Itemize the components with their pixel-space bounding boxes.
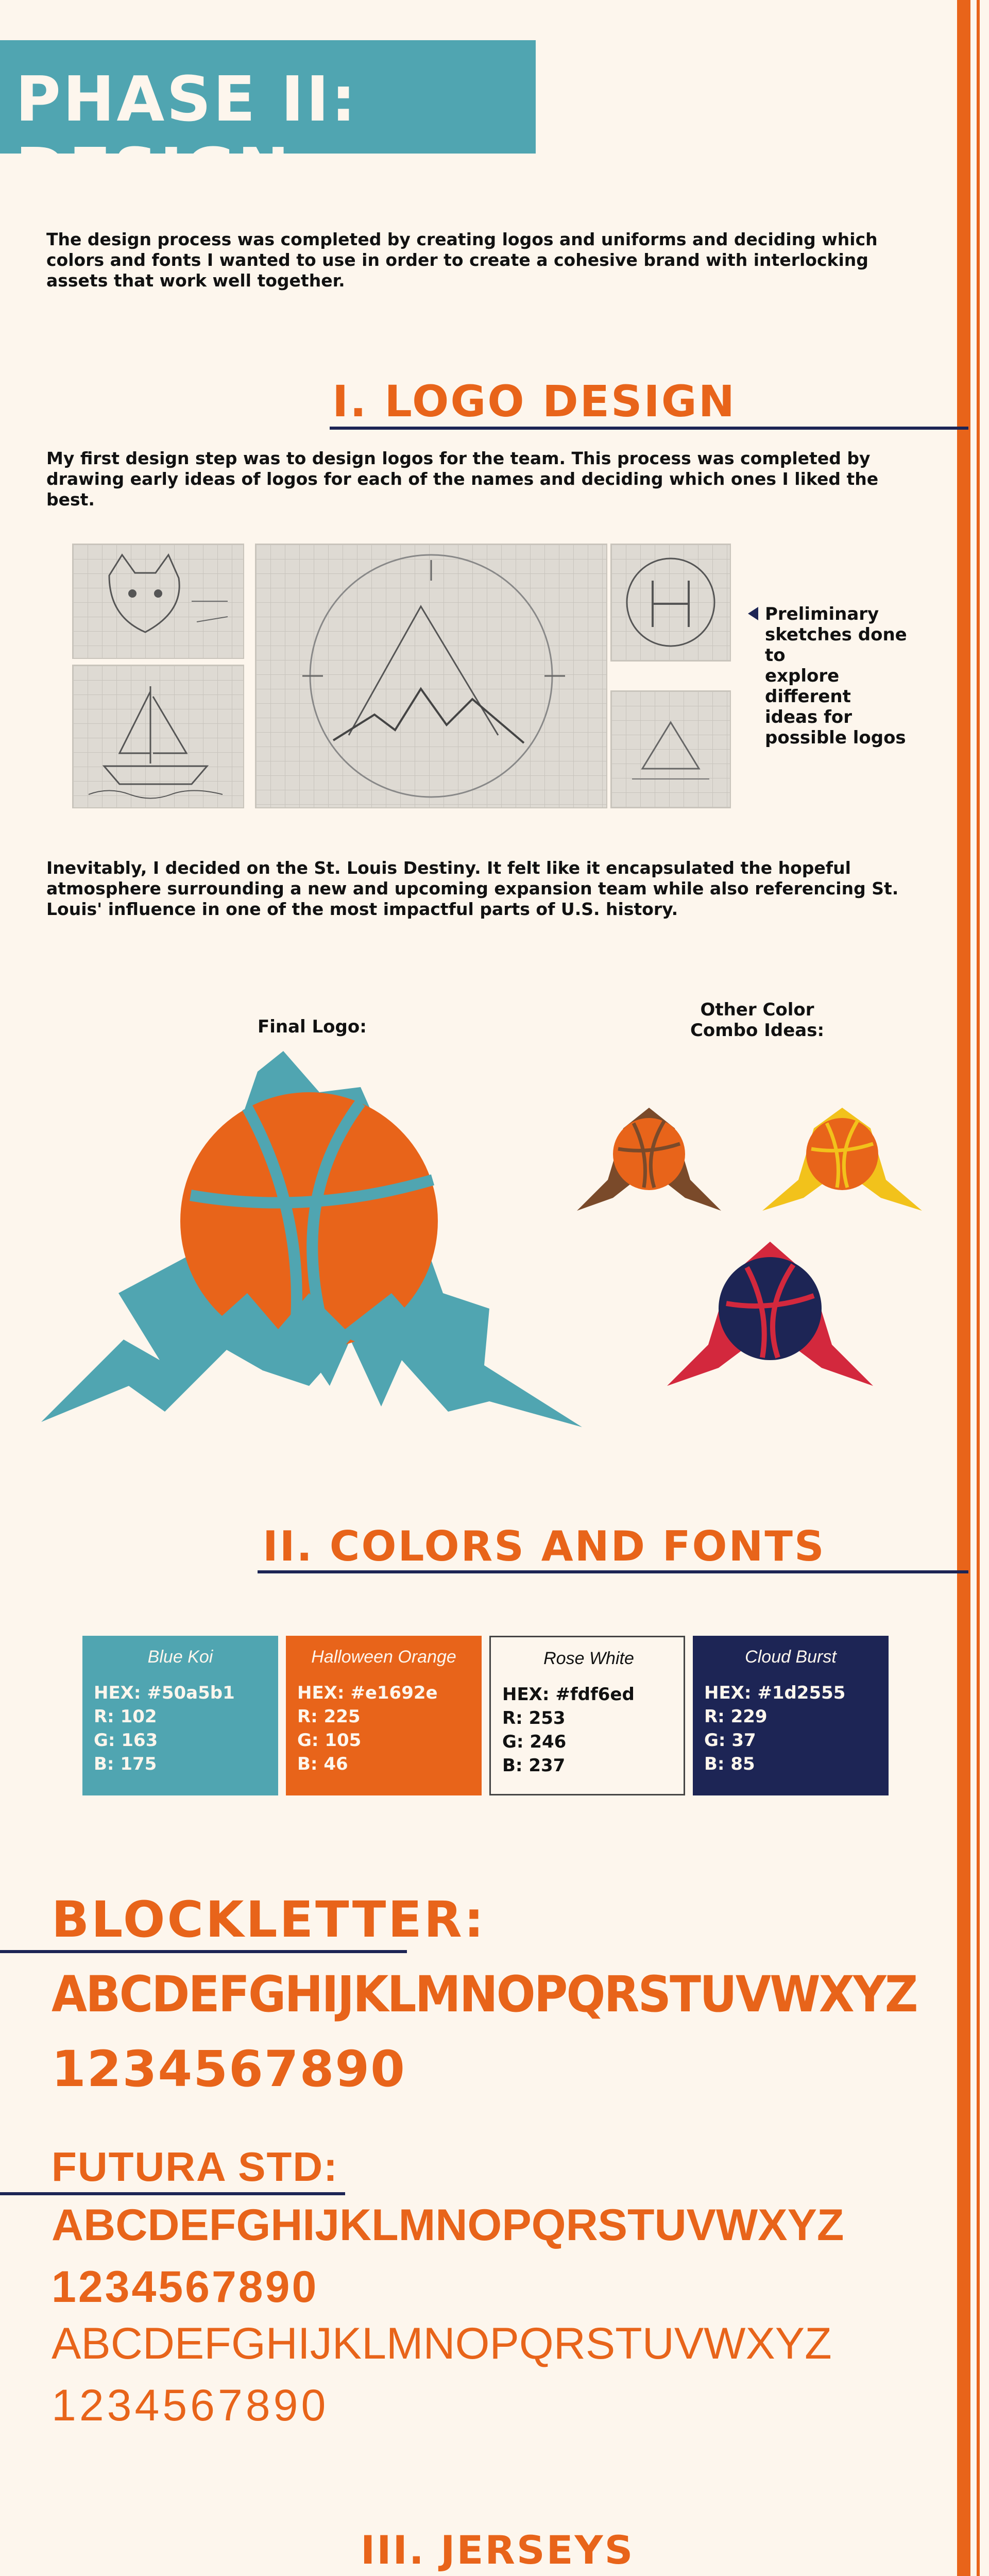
jerseys-heading: III. JERSEYS: [361, 2527, 635, 2573]
colors-fonts-heading: II. COLORS AND FONTS: [263, 1522, 826, 1570]
swatch-name: Blue Koi: [147, 1647, 213, 1667]
swatch-cloud-burst: [693, 1636, 889, 1795]
logo-design-heading: I. LOGO DESIGN: [332, 376, 737, 427]
small-sketch-icon: [611, 691, 730, 807]
page-title: PHASE II: DESIGN: [15, 64, 358, 207]
swatch-r: R: 229: [704, 1706, 768, 1727]
section-rule: [258, 1570, 968, 1573]
futura-title: FUTURA STD:: [52, 2144, 338, 2190]
sketch-small-logo: [610, 690, 731, 808]
decision-paragraph: [46, 858, 943, 920]
swatch-hex: HEX: #fdf6ed: [502, 1684, 635, 1705]
swatch-values: [297, 1681, 438, 1776]
swatch-hex: HEX: #e1692e: [297, 1683, 438, 1703]
decision-line: atmosphere surrounding a new and upcoming expansion team while also referencing St.: [46, 878, 899, 899]
swatch-r: R: 225: [297, 1706, 361, 1727]
intro-line: The design process was completed by creating logos and uniforms and deciding which: [46, 229, 878, 249]
blockletter-alphabet: ABCDEFGHIJKLMNOPQRSTUVWXYZ: [52, 1965, 917, 2023]
swatch-name: Rose White: [543, 1649, 634, 1668]
logo-intro-line: My first design step was to design logos for the team. This process was completed by: [46, 448, 871, 468]
sketch-caption: [765, 604, 919, 748]
swatch-name: Halloween Orange: [311, 1647, 456, 1667]
right-decorative-stripe: [932, 0, 989, 2576]
swatch-rose-white: [489, 1636, 685, 1795]
intro-line: colors and fonts I wanted to use in order to create a cohesive brand with interlocking: [46, 250, 868, 270]
swatch-g: G: 163: [94, 1730, 158, 1751]
sketch-mountain-logo: [255, 544, 607, 808]
blockletter-numbers: 1234567890: [52, 2040, 406, 2098]
swatch-values: [94, 1681, 235, 1776]
futura-rule: [0, 2192, 345, 2195]
caption-line: possible logos: [765, 727, 906, 748]
sketch-monogram-logo: [610, 544, 731, 662]
sketch-cat-logo: [72, 544, 244, 659]
other-combo-line: Combo Ideas:: [690, 1020, 825, 1041]
sketch-ship-logo: [72, 665, 244, 808]
swatch-name: Cloud Burst: [745, 1647, 837, 1667]
swatch-g: G: 37: [704, 1730, 756, 1751]
final-logo-label: Final Logo:: [258, 1016, 367, 1037]
section-rule: [330, 427, 968, 430]
other-combo-label: [664, 999, 850, 1041]
monogram-sketch-icon: [611, 545, 730, 660]
alt-logo-yellow: [757, 1097, 927, 1221]
futura-alphabet-light: ABCDEFGHIJKLMNOPQRSTUVWXYZ: [52, 2319, 832, 2368]
swatch-g: G: 105: [297, 1730, 362, 1751]
alt-logo-navy-red: [662, 1231, 878, 1396]
intro-paragraph: [46, 229, 922, 291]
swatch-values: [502, 1683, 635, 1777]
other-combo-line: Other Color: [700, 999, 814, 1020]
caption-line: ideas for: [765, 707, 852, 727]
alt-logo-brown: [572, 1097, 726, 1221]
swatch-b: B: 46: [297, 1754, 348, 1774]
blockletter-title: BLOCKLETTER:: [52, 1891, 486, 1948]
mountain-sketch-icon: [256, 545, 606, 807]
swatch-r: R: 102: [94, 1706, 157, 1727]
swatch-values: [704, 1681, 845, 1776]
swatch-b: B: 175: [94, 1754, 157, 1774]
stripe-band-thin: [977, 0, 980, 2576]
stripe-band: [957, 0, 970, 2576]
ship-sketch-icon: [73, 666, 243, 807]
futura-numbers-light: 1234567890: [52, 2381, 329, 2430]
swatch-halloween-orange: [286, 1636, 482, 1795]
caption-line: Preliminary: [765, 604, 879, 624]
swatch-r: R: 253: [502, 1708, 566, 1728]
caret-left-icon: [748, 607, 759, 620]
swatch-hex: HEX: #50a5b1: [94, 1683, 235, 1703]
cat-sketch-icon: [73, 545, 243, 658]
caption-line: explore different: [765, 666, 851, 707]
swatch-b: B: 85: [704, 1754, 755, 1774]
swatch-g: G: 246: [502, 1732, 567, 1752]
decision-line: Inevitably, I decided on the St. Louis Destiny. It felt like it encapsulated the hopeful: [46, 858, 851, 878]
swatch-blue-koi: [82, 1636, 278, 1795]
futura-numbers-bold: 1234567890: [52, 2262, 319, 2312]
logo-intro-line: drawing early ideas of logos for each of the names and deciding which ones I liked the: [46, 469, 879, 489]
blockletter-rule: [0, 1950, 407, 1953]
futura-alphabet-bold: ABCDEFGHIJKLMNOPQRSTUVWXYZ: [52, 2200, 844, 2250]
decision-line: Louis' influence in one of the most impactful parts of U.S. history.: [46, 899, 678, 919]
swatch-b: B: 237: [502, 1755, 566, 1776]
caption-line: sketches done to: [765, 624, 907, 666]
logo-intro-paragraph: [46, 448, 932, 510]
final-logo-mark: [41, 1051, 582, 1443]
intro-line: assets that work well together.: [46, 270, 345, 291]
logo-intro-line: best.: [46, 489, 95, 510]
page-title-banner: [0, 40, 536, 207]
swatch-hex: HEX: #1d2555: [704, 1683, 846, 1703]
